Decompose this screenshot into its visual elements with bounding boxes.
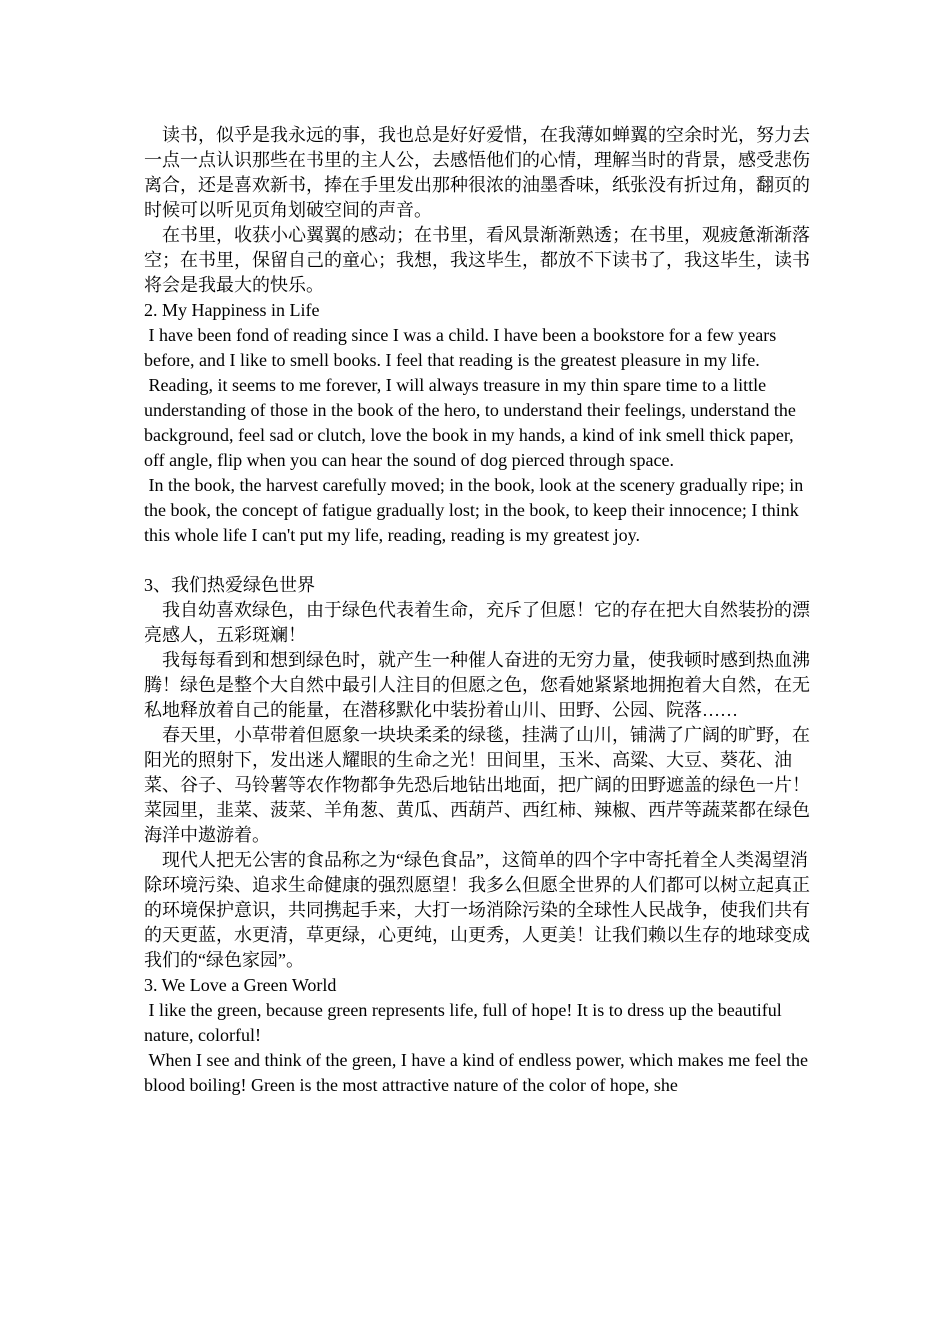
english-paragraph-2: Reading, it seems to me forever, I will always treasure in my thin spare time to a little understanding of those in the book of the hero, to understand their feelings, understand the background, feel sad or clutch, love the book in my hands, a kind of ink smell thick paper, off angle, flip when you can hear the sound of dog pierced through space.	[144, 375, 801, 470]
english-paragraph-green-2: When I see and think of the green, I have a kind of endless power, which makes me feel the blood boiling! Green is the most attractive nature of the color of hope, she	[144, 1050, 813, 1095]
chinese-paragraph-green-1: 我自幼喜欢绿色，由于绿色代表着生命，充斥了但愿！它的存在把大自然装扮的漂亮感人，五彩斑斓！	[144, 600, 810, 645]
section-heading-green-en: 3. We Love a Green World	[144, 975, 337, 995]
section-heading-green-cn: 3、我们热爱绿色世界	[144, 575, 315, 595]
section-heading-happiness: 2. My Happiness in Life	[144, 300, 320, 320]
english-paragraph-3: In the book, the harvest carefully moved; in the book, look at the scenery gradually ripe; in the book, the concept of fatigue gradually lost; in the book, to keep their innocence; I think this whole life I can't put my life, reading, reading is my greatest joy.	[144, 475, 808, 545]
chinese-paragraph-green-2: 我每每看到和想到绿色时，就产生一种催人奋进的无穷力量，使我顿时感到热血沸腾！绿色是整个大自然中最引人注目的但愿之色，您看她紧紧地拥抱着大自然，在无私地释放着自己的能量，在潜移默化中装扮着山川、田野、公园、院落……	[144, 650, 810, 720]
chinese-paragraph-reading-1: 读书，似乎是我永远的事，我也总是好好爱惜，在我薄如蝉翼的空余时光，努力去一点一点认识那些在书里的主人公，去感悟他们的心情，理解当时的背景，感受悲伤离合，还是喜欢新书，捧在手里发出那种很浓的油墨香味，纸张没有折过角，翻页的时候可以听见页角划破空间的声音。	[144, 125, 810, 220]
english-paragraph-green-1: I like the green, because green represents life, full of hope! It is to dress up the beautiful nature, colorful!	[144, 1000, 787, 1045]
blank-line	[144, 548, 810, 573]
chinese-paragraph-reading-2: 在书里，收获小心翼翼的感动；在书里，看风景渐渐熟透；在书里，观疲惫渐渐落空；在书里，保留自己的童心；我想，我这毕生，都放不下读书了，我这毕生，读书将会是我最大的快乐。	[144, 225, 810, 295]
chinese-paragraph-green-3: 春天里，小草带着但愿象一块块柔柔的绿毯，挂满了山川，铺满了广阔的旷野，在阳光的照射下，发出迷人耀眼的生命之光！田间里，玉米、高粱、大豆、葵花、油菜、谷子、马铃薯等农作物都争先恐后地钻出地面，把广阔的田野遮盖的绿色一片！菜园里，韭菜、菠菜、羊角葱、黄瓜、西葫芦、西红柿、辣椒、西芹等蔬菜都在绿色海洋中遨游着。	[144, 725, 810, 845]
chinese-paragraph-green-4: 现代人把无公害的食品称之为“绿色食品”，这简单的四个字中寄托着全人类渴望消除环境污染、追求生命健康的强烈愿望！我多么但愿全世界的人们都可以树立起真正的环境保护意识，共同携起手来，大打一场消除污染的全球性人民战争，使我们共有的天更蓝，水更清，草更绿，心更纯，山更秀，人更美！让我们赖以生存的地球变成我们的“绿色家园”。	[144, 850, 810, 970]
document-body	[144, 123, 813, 1098]
english-paragraph-1: I have been fond of reading since I was a child. I have been a bookstore for a few years before, and I like to smell books. I feel that reading is the greatest pleasure in my life.	[144, 325, 781, 370]
